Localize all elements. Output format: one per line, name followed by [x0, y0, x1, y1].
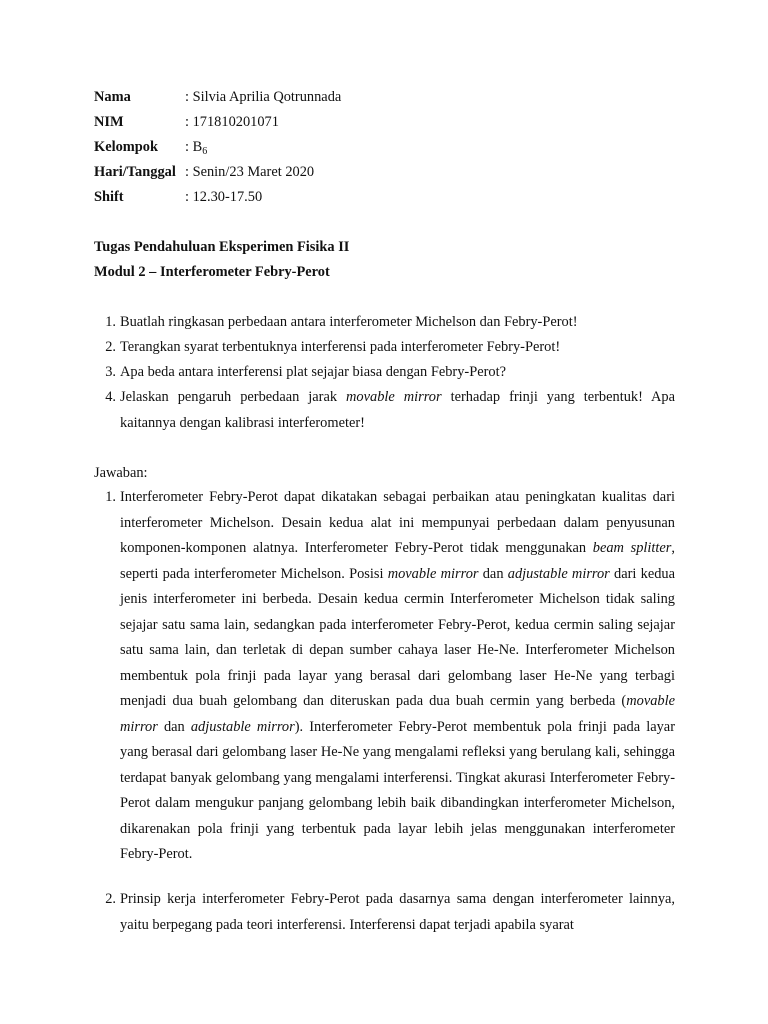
italic-term: movable mirror [387, 565, 479, 582]
assignment-title: Tugas Pendahuluan Eksperimen Fisika II [94, 239, 350, 255]
italic-term: movable mirror [120, 693, 675, 735]
value-kelompok-main: : B [185, 139, 203, 155]
answer-text-part: ). Interferometer Febry-Perot membentuk pola frinji pada layar yang berasal dari gelombang laser He-Ne yang mengalami refleksi yang berulang kali, sehingga terdapat banyak gelombang yang mengalami interferensi. Tingkat akurasi Interferometer Febry-Perot dalam mengukur panjang gelombang lebih baik dibandingkan interferometer Michelson, dikarenakan pola frinji yang terbentuk pada layar lebih jelas menggunakan interferometer Febry-Perot. [120, 718, 675, 862]
label-nama: Nama [94, 89, 131, 105]
answer-text-part: Interferometer Febry-Perot dapat dikatakan sebagai perbaikan atau peningkatan kualitas dari interferometer Michelson. Desain kedua alat ini mempunyai perbedaan dalam penyusunan komponen-komponen alatnya. Interferometer Febry-Perot tidak menggunakan [120, 489, 675, 556]
label-kelompok: Kelompok [94, 139, 158, 155]
answer-text-part: dan [478, 565, 508, 582]
module-title: Modul 2 – Interferometer Febry-Perot [94, 264, 330, 280]
question-text: Terangkan syarat terbentuknya interferensi pada interferometer Febry-Perot! [120, 339, 561, 355]
value-nim: : 171810201071 [185, 114, 279, 130]
label-shift: Shift [94, 189, 124, 205]
italic-term: adjustable mirror [190, 718, 295, 735]
answers-label: Jawaban: [94, 465, 148, 481]
italic-term: movable mirror [346, 389, 442, 405]
value-nama: : Silvia Aprilia Qotrunnada [185, 89, 342, 105]
answer-text-part: , seperti pada interferometer Michelson. Posisi [120, 540, 676, 582]
value-kelompok [185, 137, 207, 162]
question-text: Buatlah ringkasan perbedaan antara interferometer Michelson dan Febry-Perot! [120, 314, 578, 330]
question-text: Apa beda antara interferensi plat sejajar biasa dengan Febry-Perot? [120, 364, 506, 380]
answer-text: Prinsip kerja interferometer Febry-Perot pada dasarnya sama dengan interferometer lainnya, yaitu berpegang pada teori interferensi. Interferensi dapat terjadi apabila syarat [120, 891, 675, 933]
answer-text [120, 485, 675, 868]
answer-text-part: dan [157, 718, 191, 735]
label-hari-tanggal: Hari/Tanggal [94, 164, 176, 180]
value-shift: : 12.30-17.50 [185, 189, 263, 205]
value-hari-tanggal: : Senin/23 Maret 2020 [185, 164, 315, 180]
answer-1 [94, 485, 675, 868]
answer-text-part: dari kedua jenis interferometer ini berbeda. Desain kedua cermin Interferometer Michelson tidak saling sejajar satu sama lain, sedangkan pada interferometer Febry-Perot, kedua cermin saling sejajar satu sama lain, dan terletak di depan sumber cahaya laser He-Ne. Interferometer Michelson membentuk pola frinji pada layar yang berasal dari gelombang laser He-Ne yang terbagi menjadi dua buah gelombang dan diteruskan pada dua buah cermin yang berbeda ( [120, 565, 675, 709]
question-2 [94, 335, 675, 361]
label-nim: NIM [94, 114, 124, 130]
question-number: 3. [105, 364, 116, 380]
question-number: 4. [105, 389, 116, 405]
question-number: 1. [105, 314, 116, 330]
question-4 [94, 385, 675, 436]
question-text [120, 385, 675, 436]
question-text-part: Jelaskan pengaruh perbedaan jarak [120, 389, 347, 405]
question-text-part: terhadap frinji yang terbentuk! Apa kaitannya dengan kalibrasi interferometer! [120, 389, 676, 431]
value-kelompok-subscript: 6 [202, 146, 208, 157]
answer-number: 2. [105, 891, 116, 907]
answer-number: 1. [105, 489, 116, 505]
italic-term: beam splitter [592, 540, 672, 556]
question-3 [94, 360, 675, 386]
italic-term: adjustable mirror [507, 565, 610, 582]
question-1 [94, 310, 675, 336]
answer-2 [94, 887, 675, 938]
question-number: 2. [105, 339, 116, 355]
